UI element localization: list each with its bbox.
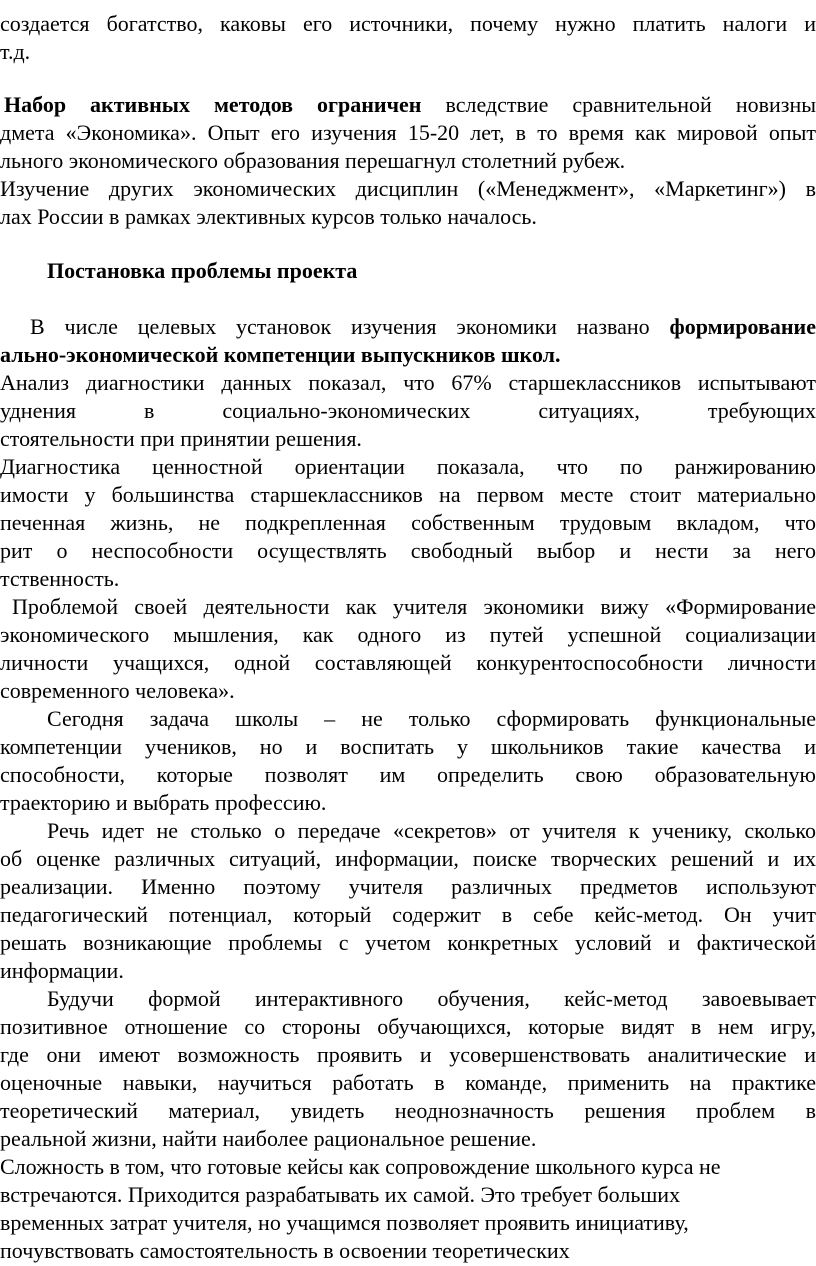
text-line <box>0 733 816 761</box>
text-span: встречаются. Приходится разрабатывать их самой. Это требует больших <box>0 1182 681 1207</box>
text-line <box>47 985 816 1013</box>
text-line <box>0 789 816 817</box>
text-span: реальной жизни, найти наиболее рациональное решение. <box>0 1126 537 1151</box>
text-line <box>0 845 816 873</box>
text-span: стоятельности при принятии решения. <box>0 426 362 451</box>
text-line <box>0 119 816 147</box>
text-line <box>0 957 816 985</box>
text-span: почувствовать самостоятельность в освоении теоретических <box>0 1238 570 1263</box>
text-span: экономического мышления, как одного из путей успешной социализации <box>0 622 816 647</box>
text-line <box>12 593 816 621</box>
text-span: реализации. Именно поэтому учителя различных предметов используют <box>0 874 816 899</box>
text-line <box>0 537 816 565</box>
text-line <box>0 1069 816 1097</box>
section-heading <box>47 257 747 285</box>
text-span: информации. <box>0 958 124 983</box>
text-line <box>0 1041 816 1069</box>
text-line <box>0 1125 816 1153</box>
text-span: в <box>143 398 155 423</box>
text-line <box>0 1209 816 1237</box>
bold-phrase: Набор активных методов ограничен <box>4 92 422 117</box>
text-line <box>0 147 816 175</box>
text-span: теоретический материал, увидеть неоднозначность решения проблем в <box>0 1098 816 1123</box>
text-span: Будучи формой интерактивного обучения, кейс-метод завоевывает <box>47 986 816 1011</box>
text-span: педагогический потенциал, который содержит в себе кейс-метод. Он учит <box>0 902 816 927</box>
text-line <box>0 677 816 705</box>
text-line <box>0 175 816 203</box>
text-span: уднения <box>0 398 77 423</box>
text-span: Изучение других экономических дисциплин («Менеджмент», «Маркетинг») в <box>0 176 816 201</box>
text-line <box>0 649 816 677</box>
text-line <box>0 1181 816 1209</box>
bold-phrase: формирование <box>669 314 816 339</box>
text-line <box>0 1097 816 1125</box>
text-span: личности учащихся, одной составляющей конкурентоспособности личности <box>0 650 816 675</box>
text-line <box>0 873 816 901</box>
text-line <box>47 817 816 845</box>
text-span: современного человека». <box>0 678 235 703</box>
text-line <box>0 203 816 231</box>
text-span: Сегодня задача школы – не только сформировать функциональные <box>47 706 816 731</box>
text-span: Сложность в том, что готовые кейсы как сопровождение школьного курса не <box>0 1154 721 1179</box>
text-span: имости у большинства старшеклассников на первом месте стоит материально <box>0 482 816 507</box>
text-line <box>0 1013 816 1041</box>
text-span: траекторию и выбрать профессию. <box>0 790 327 815</box>
text-span: печенная жизнь, не подкрепленная собственным трудовым вкладом, что <box>0 510 816 535</box>
text-span: об оценке различных ситуаций, информации, поиске творческих решений и их <box>0 846 816 871</box>
text-span: тственность. <box>0 566 120 591</box>
text-line <box>0 38 816 66</box>
text-span: т.д. <box>0 39 31 64</box>
text-span: рит о неспособности осуществлять свободный выбор и нести за него <box>0 538 816 563</box>
text-span: способности, которые позволят им определить свою образовательную <box>0 762 816 787</box>
text-line <box>0 397 816 425</box>
text-span: временных затрат учителя, но учащимся позволяет проявить инициативу, <box>0 1210 689 1235</box>
text-line <box>0 761 816 789</box>
text-line <box>0 565 816 593</box>
text-span: Анализ диагностики данных показал, что 67% старшеклассников испытывают <box>0 370 816 395</box>
text-span: дмета «Экономика». Опыт его изучения 15-20 лет, в то время как мировой опыт <box>0 120 816 145</box>
text-span: социально-экономических <box>222 398 471 423</box>
text-line <box>0 425 816 453</box>
text-span: требующих <box>707 398 816 423</box>
text-span: ситуациях, <box>538 398 640 423</box>
bold-phrase: ально-экономической компетенции выпускников школ. <box>0 342 561 367</box>
text-span: решать возникающие проблемы с учетом конкретных условий и фактической <box>0 930 816 955</box>
text-span: создается богатство, каковы его источники, почему нужно платить налоги и <box>0 11 816 36</box>
text-span: где они имеют возможность проявить и усовершенствовать аналитические и <box>0 1042 816 1067</box>
text-span: Диагностика ценностной ориентации показала, что по ранжированию <box>0 454 816 479</box>
text-span: компетенции учеников, но и воспитать у школьников такие качества и <box>0 734 816 759</box>
text-span: льного экономического образования перешагнул столетний рубеж. <box>0 148 626 173</box>
text-line <box>30 313 816 341</box>
text-line <box>0 10 816 38</box>
text-line <box>0 481 816 509</box>
heading-text: Постановка проблемы проекта <box>47 258 358 283</box>
text-line <box>0 901 816 929</box>
text-span: Речь идет не столько о передаче «секретов» от учителя к ученику, сколько <box>47 818 816 843</box>
text-line <box>0 1237 816 1265</box>
text-line <box>0 341 816 369</box>
text-span: лах России в рамках элективных курсов только началось. <box>0 204 537 229</box>
text-line <box>4 91 816 119</box>
text-line <box>47 705 816 733</box>
text-line <box>0 621 816 649</box>
text-span: Проблемой своей деятельности как учителя экономики вижу «Формирование <box>12 594 816 619</box>
text-span: оценочные навыки, научиться работать в команде, применить на практике <box>0 1070 816 1095</box>
text-span: позитивное отношение со стороны обучающихся, которые видят в нем игру, <box>0 1014 816 1039</box>
text-span: вследствие сравнительной новизны <box>445 92 816 117</box>
text-line <box>0 509 816 537</box>
text-line <box>0 453 816 481</box>
text-line <box>0 1153 816 1181</box>
text-line <box>0 929 816 957</box>
text-span: В числе целевых установок изучения экономики названо <box>30 314 650 339</box>
text-line <box>0 369 816 397</box>
